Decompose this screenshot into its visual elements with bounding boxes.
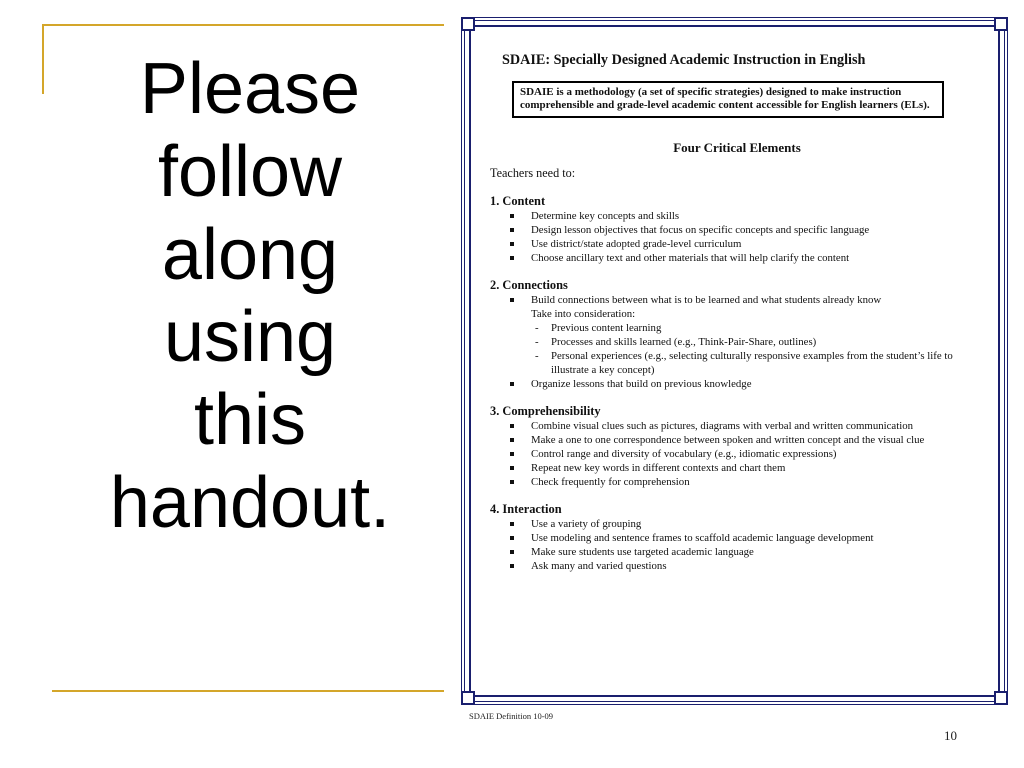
list-item	[490, 293, 990, 321]
section-heading-content: 1. Content	[490, 194, 546, 208]
slide-title-line: handout.	[109, 462, 391, 543]
frame-corner-ornament	[994, 691, 1008, 705]
list-item: Ask many and varied questions	[490, 559, 990, 573]
slide-title-line: Please	[139, 49, 361, 129]
handout-intro: Teachers need to:	[490, 166, 576, 180]
section-heading-interaction: 4. Interaction	[490, 502, 562, 516]
list-item: Use a variety of grouping	[490, 517, 990, 531]
frame-corner-ornament	[461, 691, 475, 705]
connections-bullets-2	[490, 377, 990, 391]
dash-item: - Previous content learning	[490, 321, 990, 335]
accent-line-left	[42, 24, 44, 94]
list-item-text: Build connections between what is to be learned and what students already know	[531, 294, 882, 306]
page-number: 10	[944, 728, 957, 743]
handout-subtitle: Four Critical Elements	[673, 140, 801, 155]
section-heading-connections: 2. Connections	[490, 278, 568, 292]
content-bullets	[490, 209, 990, 265]
accent-line-bottom	[52, 690, 444, 692]
slide-title	[60, 48, 440, 545]
list-item-subtext: Take into consideration:	[531, 308, 636, 320]
section-heading-comprehensibility: 3. Comprehensibility	[490, 404, 601, 418]
handout-footer: SDAIE Definition 10-09	[469, 711, 554, 721]
list-item: Use modeling and sentence frames to scaffold academic language development	[490, 531, 990, 545]
slide-title-line: follow	[157, 131, 343, 212]
list-item: Use district/state adopted grade-level curriculum	[490, 237, 990, 251]
slide-title-line: along	[161, 214, 339, 295]
frame-corner-ornament	[994, 17, 1008, 31]
list-item: Make sure students use targeted academic language	[490, 545, 990, 559]
list-item: Determine key concepts and skills	[490, 209, 990, 223]
list-item: Choose ancillary text and other materials that will help clarify the content	[490, 251, 990, 265]
list-item: Design lesson objectives that focus on specific concepts and specific language	[490, 223, 990, 237]
connections-bullets	[490, 293, 990, 321]
interaction-bullets	[490, 517, 990, 573]
dash-item: - Processes and skills learned (e.g., Think-Pair-Share, outlines)	[490, 335, 990, 349]
dash-item: - Personal experiences (e.g., selecting culturally responsive examples from the student’s life to illustrate a key concept)	[490, 349, 990, 377]
slide-title-line: using	[163, 297, 337, 378]
slide-title-line: this	[193, 380, 307, 461]
list-item: Make a one to one correspondence between spoken and written concept and the visual clue	[490, 433, 990, 447]
list-item: Organize lessons that build on previous knowledge	[490, 377, 990, 391]
frame-corner-ornament	[461, 17, 475, 31]
list-item: Repeat new key words in different contexts and chart them	[490, 461, 990, 475]
list-item: Combine visual clues such as pictures, diagrams with verbal and written communication	[490, 419, 990, 433]
handout-document	[490, 52, 990, 573]
list-item: Check frequently for comprehension	[490, 475, 990, 489]
handout-title: SDAIE: Specially Designed Academic Instruction in English	[502, 52, 866, 68]
comprehensibility-bullets	[490, 419, 990, 489]
list-item: Control range and diversity of vocabulary (e.g., idiomatic expressions)	[490, 447, 990, 461]
connections-dash-list	[490, 321, 990, 377]
accent-line-top	[42, 24, 444, 26]
definition-box: SDAIE is a methodology (a set of specific strategies) designed to make instruction comprehensible and grade-level academic content accessible for English learners (ELs).	[512, 81, 944, 118]
